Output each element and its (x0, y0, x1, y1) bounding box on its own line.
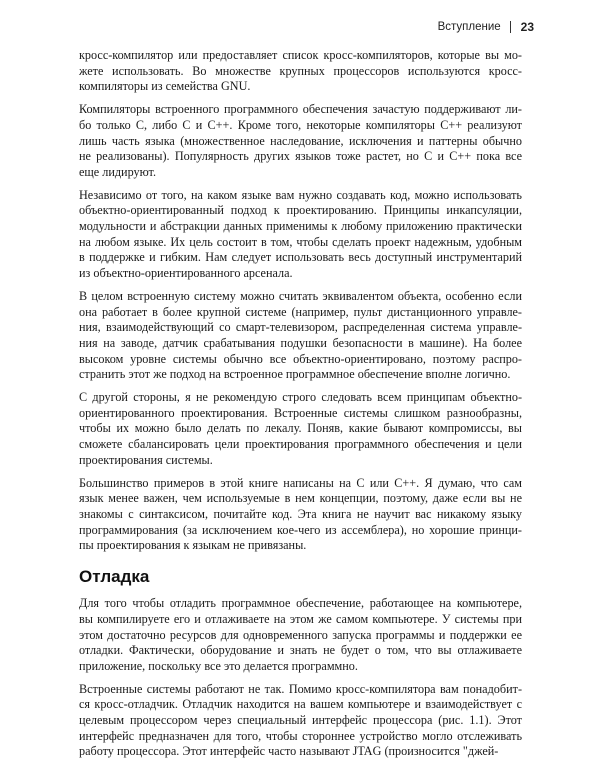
paragraph (79, 682, 522, 761)
text-line: Компиляторы встроенного программного обеспечения зачастую поддерживают ли- (79, 102, 522, 117)
text-line: из объектно-ориентированного арсенала. (79, 266, 293, 281)
text-line: модульности и абстракции данных применимы к любому приложению практически (79, 219, 522, 234)
text-line: компиляторы из семейства GNU. (79, 79, 251, 94)
text-line: пы проектирования к языкам не привязаны. (79, 538, 307, 553)
text-line: Встроенные системы работают не так. Помимо кросс-компилятора вам понадобит- (79, 681, 522, 696)
text-line: высоком уровне системы обычно все объектно-ориентировано, поэтому распро- (79, 351, 522, 366)
text-line: она работает в более крупной системе (например, пульт дистанционного управле- (79, 304, 522, 319)
paragraph (79, 476, 522, 555)
text-line: чтобы их можно было делать по лекалу. Поняв, какие бывают компромиссы, вы (79, 421, 522, 436)
text-line: В целом встроенную систему можно считать эквивалентом объекта, особенно если (79, 288, 522, 303)
running-header-section-title: Вступление (437, 21, 501, 33)
text-line: проектирования системы. (79, 452, 213, 467)
text-line: не реализованы). Популярность других языков тоже растет, но C и C++ пока все (79, 149, 522, 164)
paragraph (79, 48, 522, 95)
text-line: С другой стороны, я не рекомендую строго следовать всем принципам объектно- (79, 390, 522, 405)
text-line: еще лидируют. (79, 164, 157, 179)
text-line: кросс-компилятор или предоставляет список кросс-компиляторов, которые вы мо- (79, 48, 522, 62)
paragraph (79, 188, 522, 282)
text-line: программирования (за исключением кое-чего из ассемблера), но хорошие принци- (79, 522, 522, 537)
text-line: целевым процессором через специальный интерфейс процессора (рис. 1.1). Этот (79, 713, 522, 728)
text-line: работу процессора. Этот интерфейс часто называют JTAG (произносится "джей- (79, 744, 499, 759)
text-line: ния на заводе, датчик срабатывания подушки безопасности в машине). На более (79, 335, 522, 350)
page-body (79, 48, 522, 767)
text-line: Для того чтобы отладить программное обеспечение, работающее на компьютере, (79, 596, 522, 611)
text-line: лишь часть языка (множественное наследование, исключения и паттерны обычно (79, 133, 522, 148)
header-divider (510, 21, 511, 33)
text-line: знакомы с синтаксисом, почитайте код. Эта книга не научит вас никакому языку (79, 506, 522, 521)
text-line: этом достаточно ресурсов для одновременного запуска программы и поддержки ее (79, 627, 522, 642)
section-heading: Отладка (79, 567, 150, 587)
text-line: ся кросс-отладчик. Отладчик находится на вашем компьютере и взаимодействует с (79, 697, 522, 712)
paragraph (79, 596, 522, 675)
text-line: интерфейс предназначен для того, чтобы стороннее устройство могло отслеживать (79, 728, 522, 743)
debugging-paragraphs (79, 596, 522, 760)
text-line: Независимо от того, на каком языке вам нужно создавать код, можно использовать (79, 187, 522, 202)
text-line: вы компилируете его и отлаживаете на этом же самом компьютере. У системы при (79, 611, 522, 626)
text-line: язык менее важен, чем используемые в нем концепции, поэтому, даже если вы не (79, 491, 522, 506)
text-line: приложение, поскольку все это делается программно. (79, 658, 358, 673)
page-number: 23 (520, 20, 534, 34)
text-line: ориентированного проектирования. Встроенные системы слишком разнообразны, (79, 405, 522, 420)
text-line: странить этот же подход на встроенное программное обеспечение вполне логично. (79, 367, 511, 382)
text-line: жете использовать. Во множестве крупных процессоров используются кросс- (79, 63, 522, 78)
running-header (438, 20, 534, 34)
text-line: Большинство примеров в этой книге написаны на C или C++. Я думаю, что сам (79, 475, 522, 490)
text-line: на любом языке. Их цель состоит в том, чтобы сделать проект надежным, удобным (79, 234, 522, 249)
text-line: отладки. Фактически, оборудование и знать не будет о том, что вы отлаживаете (79, 643, 522, 658)
text-line: ния, взаимодействующий со смарт-телевизором, распределенная система управле- (79, 320, 522, 335)
text-line: в поддержке и гибким. Нам следует использовать весь доступный инструментарий (79, 250, 522, 265)
paragraph (79, 102, 522, 181)
text-line: бо только C, либо C и C++. Кроме того, некоторые компиляторы C++ реализуют (79, 117, 522, 132)
paragraph (79, 390, 522, 469)
paragraph (79, 289, 522, 383)
text-line: объектно-ориентированный подход к проектированию. Принципы инкапсуляции, (79, 203, 522, 218)
text-line: сможете сбалансировать цели проектирования программного обеспечения и цели (79, 437, 522, 452)
intro-paragraphs (79, 48, 522, 554)
